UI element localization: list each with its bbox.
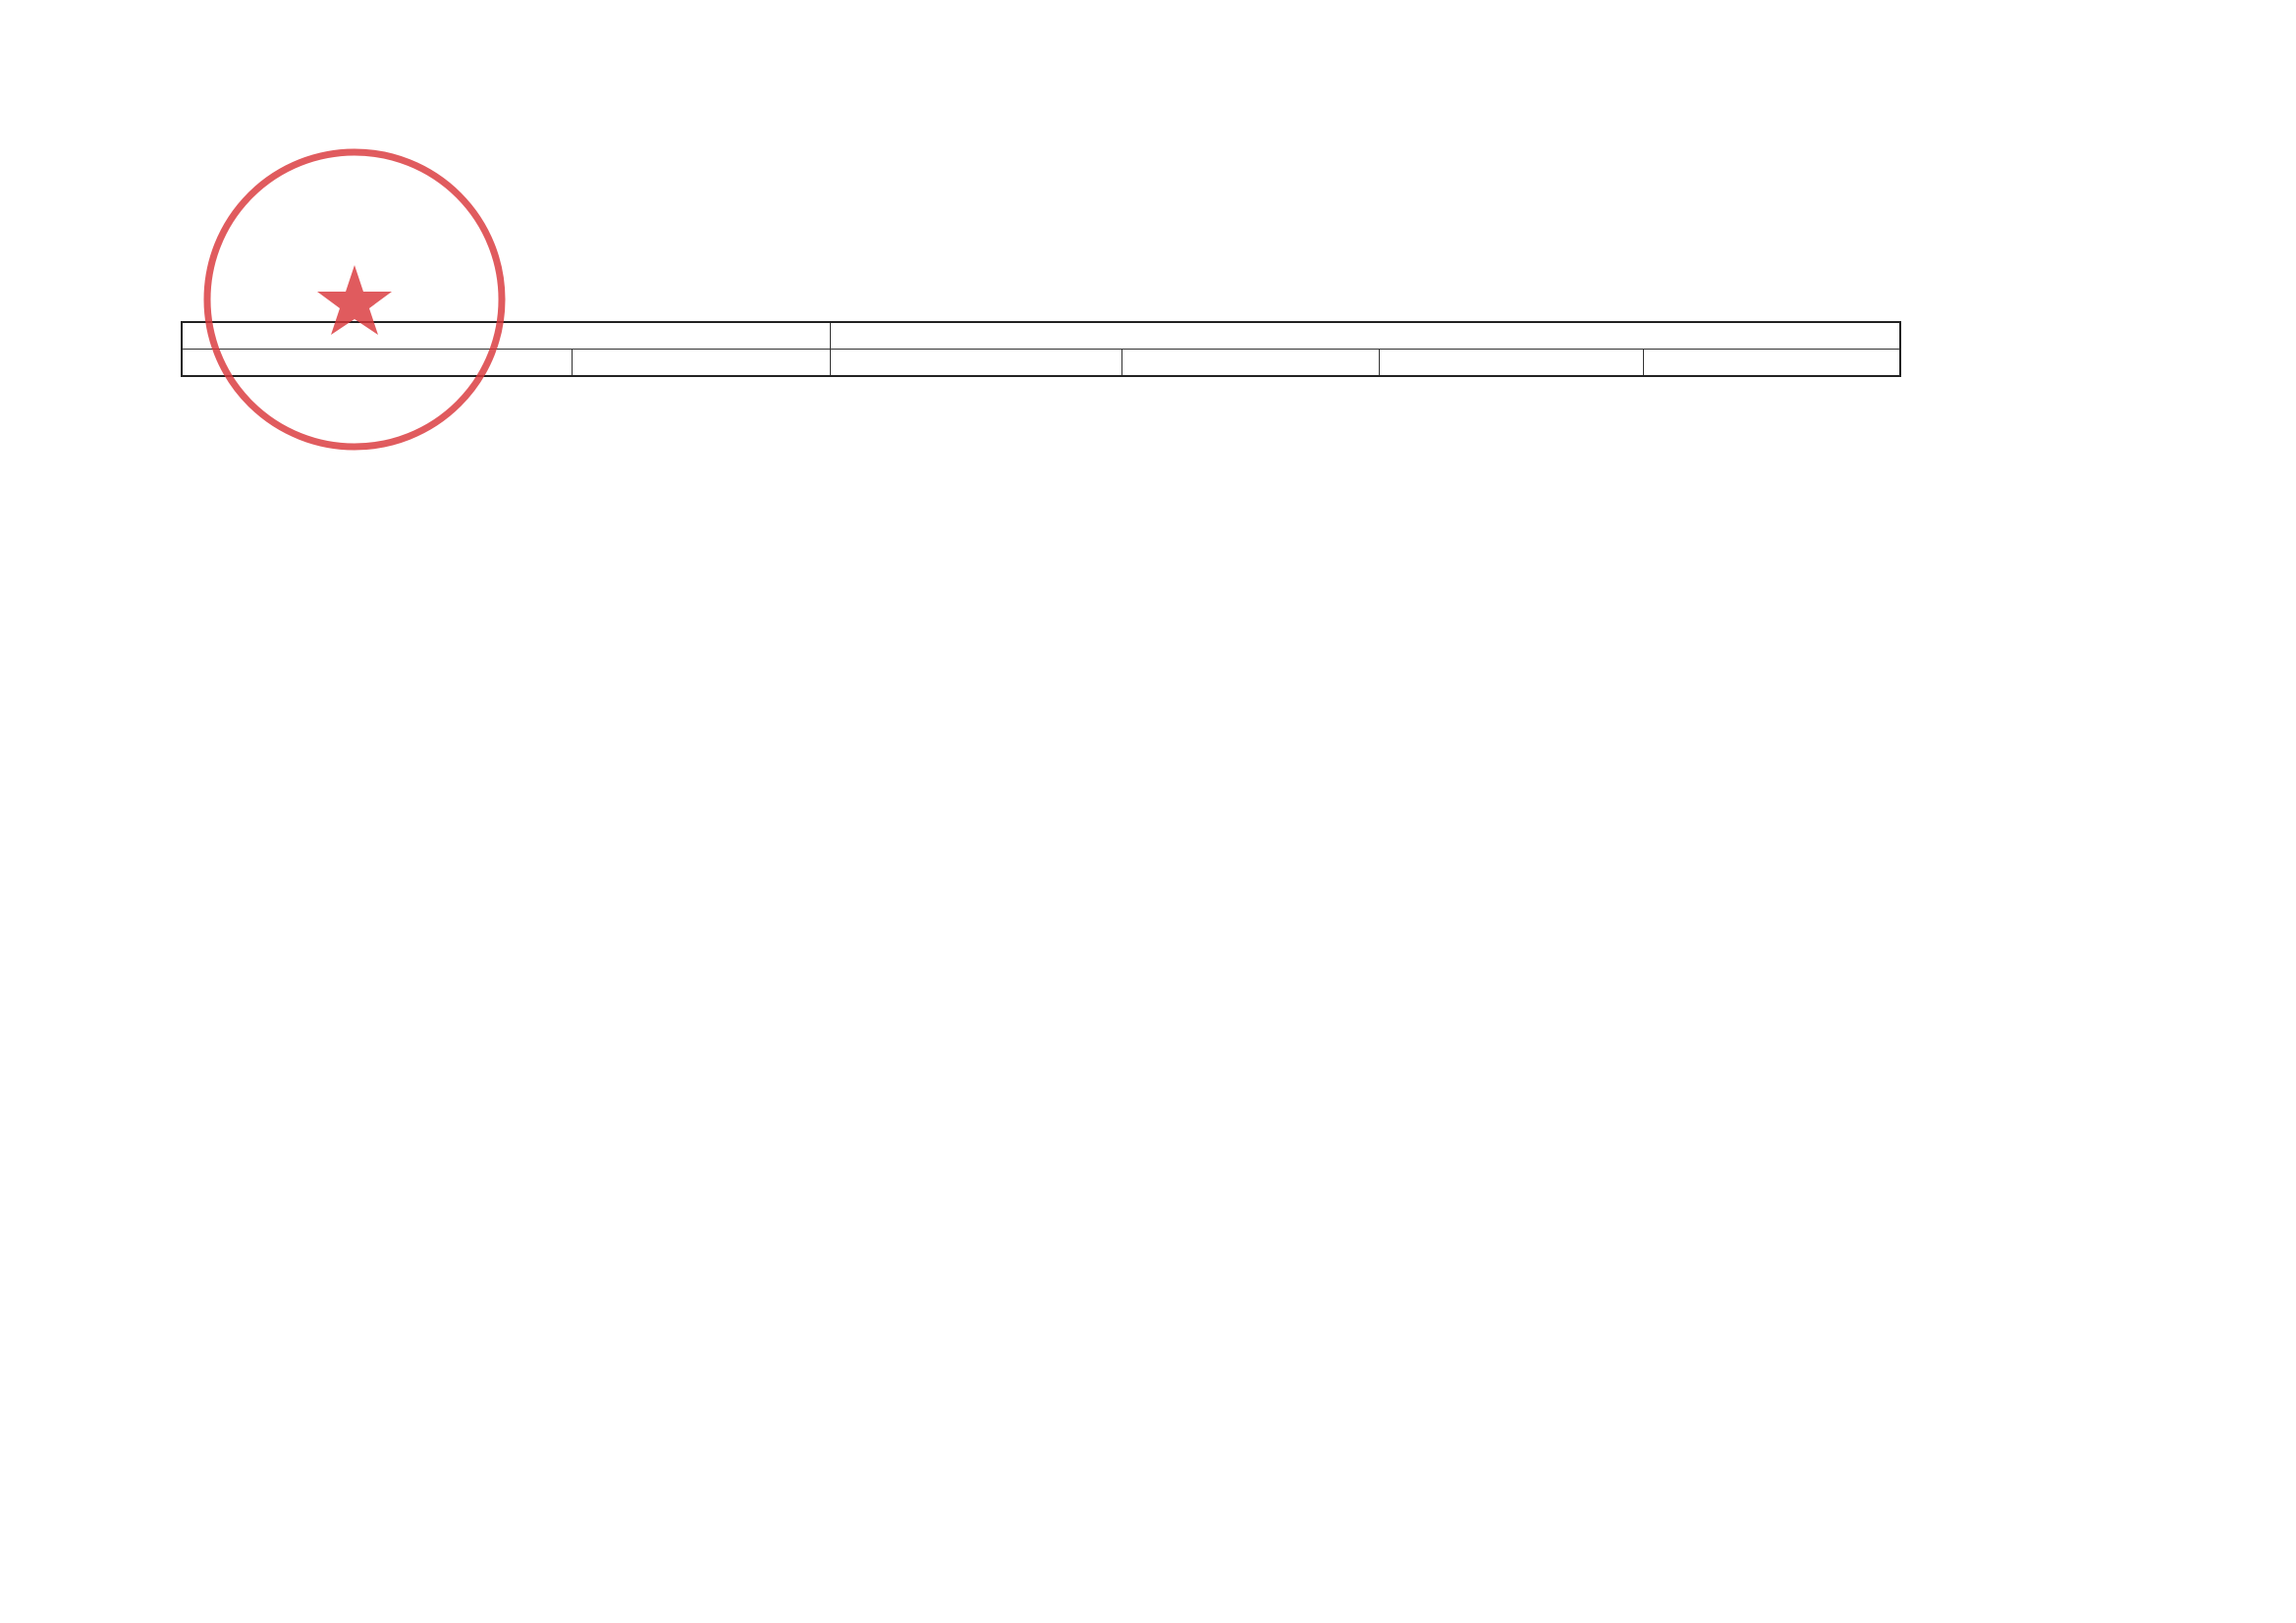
col-func-budget — [1643, 350, 1900, 377]
budget-summary-table — [181, 321, 1901, 377]
expense-group-header — [830, 322, 1900, 350]
header-group-row — [182, 322, 1900, 350]
col-income-item — [182, 350, 572, 377]
seal-outer-ring — [207, 152, 502, 447]
col-income-budget — [572, 350, 830, 377]
col-econ-item — [830, 350, 1121, 377]
col-econ-budget — [1121, 350, 1379, 377]
income-group-header — [182, 322, 830, 350]
column-header-row — [182, 350, 1900, 377]
official-seal-stamp — [202, 147, 507, 452]
col-func-item — [1379, 350, 1643, 377]
